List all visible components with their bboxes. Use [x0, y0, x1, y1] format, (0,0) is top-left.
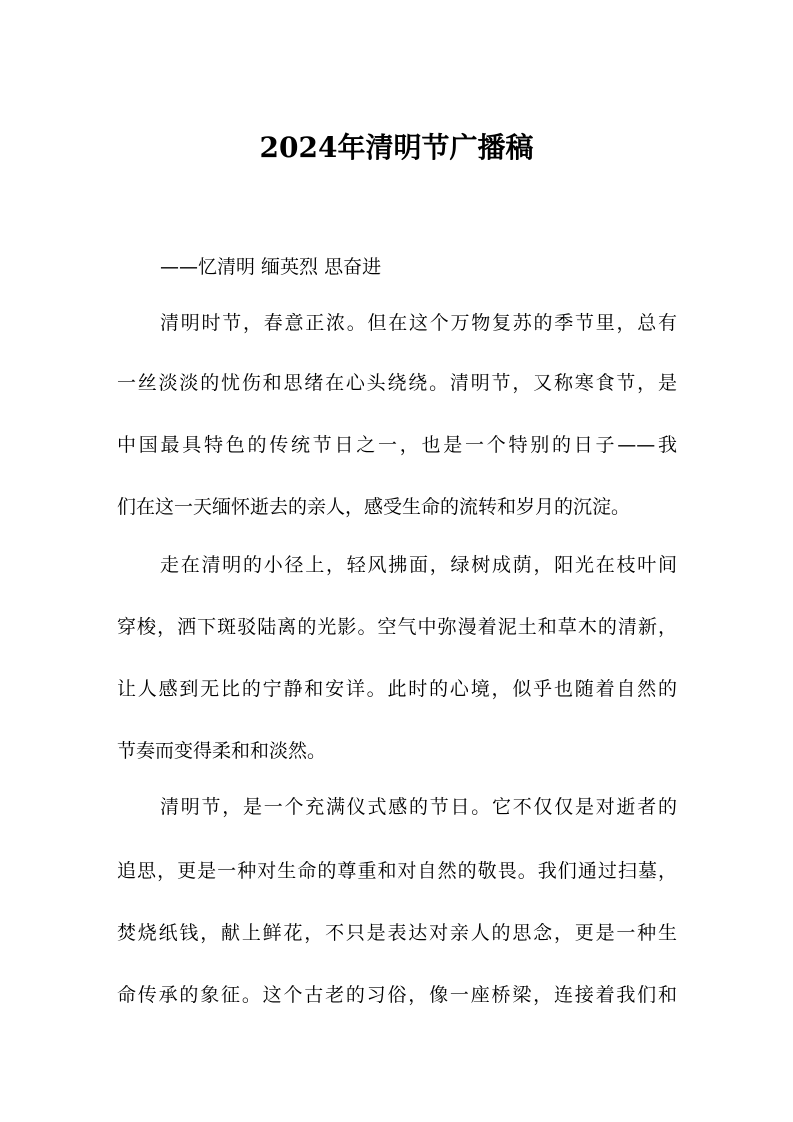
paragraph-1-line-2: 一丝淡淡的忧伤和思绪在心头绕绕。清明节，又称寒食节，是	[117, 372, 677, 394]
paragraph-3-line-2: 追思，更是一种对生命的尊重和对自然的敬畏。我们通过扫墓，	[117, 860, 677, 882]
paragraph-1-line-4: 们在这一天缅怀逝去的亲人，感受生命的流转和岁月的沉淀。	[117, 496, 631, 518]
paragraph-2-line-3: 让人感到无比的宁静和安详。此时的心境，似乎也随着自然的	[117, 678, 677, 700]
document-title: 2024年清明节广播稿	[259, 131, 534, 164]
paragraph-3-line-4: 命传承的象征。这个古老的习俗，像一座桥梁，连接着我们和	[117, 984, 677, 1006]
paragraph-3-line-1: 清明节，是一个充满仪式感的节日。它不仅仅是对逝者的	[160, 796, 677, 818]
paragraph-2-line-1: 走在清明的小径上，轻风拂面，绿树成荫，阳光在枝叶间	[160, 554, 677, 576]
paragraph-2-line-4: 节奏而变得柔和和淡然。	[117, 740, 327, 762]
document-subtitle: ——忆清明 缅英烈 思奋进	[160, 256, 382, 278]
paragraph-2-line-2: 穿梭，洒下斑驳陆离的光影。空气中弥漫着泥土和草木的清新，	[117, 616, 677, 638]
paragraph-1-line-1: 清明时节，春意正浓。但在这个万物复苏的季节里，总有	[160, 312, 677, 334]
paragraph-1-line-3: 中国最具特色的传统节日之一，也是一个特别的日子——我	[117, 434, 677, 456]
paragraph-3-line-3: 焚烧纸钱，献上鲜花，不只是表达对亲人的思念，更是一种生	[117, 922, 677, 944]
